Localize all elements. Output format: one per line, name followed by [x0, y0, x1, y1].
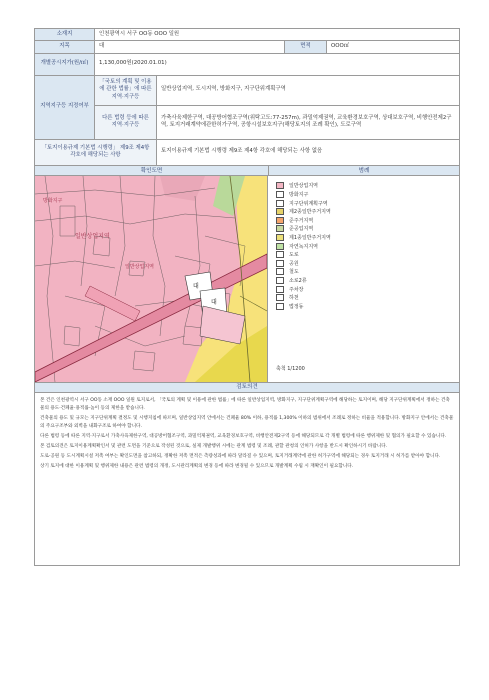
lot-value: 대 [95, 41, 285, 53]
legend [268, 176, 459, 382]
legend-swatch [276, 200, 284, 207]
legend-item [276, 182, 459, 191]
legend-item [276, 207, 459, 216]
legend-label: 주차장 [289, 286, 304, 293]
legend-item [276, 225, 459, 234]
zoning-row2-value: 가축사육제한구역, 대공방어협조구역(위탁고도:77-257m), 과밀억제권역, 교육환경보호구역, 상대보호구역, 비행안전제2구역, 토지거래계약에관한허가구역, 공항시설보호지구(해당토지의 조례 확인), 도로구역 [157, 105, 460, 139]
legend-swatch [276, 217, 284, 224]
map-section-header [34, 166, 460, 176]
legend-label: 자연녹지지역 [289, 243, 318, 250]
legend-label: 지구단위계획구역 [289, 200, 328, 207]
legend-swatch [276, 268, 284, 275]
map-label-e: 대 [193, 282, 199, 290]
legend-swatch [276, 303, 284, 310]
opinion-paragraph: 상기 토지에 대한 이용계획 및 행위제한 내용은 관련 법령의 개정, 도시관리계획의 변경 등에 따라 변경될 수 있으므로 개발계획 수립 시 재확인이 필요합니다. [40, 463, 354, 469]
legend-swatch [276, 208, 284, 215]
legend-item [276, 242, 459, 251]
legend-item [276, 302, 459, 311]
legend-label: 철도 [289, 269, 299, 276]
legend-label: 방화지구 [289, 191, 309, 198]
map-label-d: 대 [211, 298, 217, 306]
zoning-group-label: 지역지구등 지정여부 [35, 75, 95, 139]
opinion-body [34, 393, 460, 566]
district-value: 1,130,000원(2020.01.01) [95, 53, 460, 75]
zoning-row3-value: 토지이용규제 기본법 시행령 제9조 제4항 각호에 해당되는 사항 없음 [157, 139, 460, 165]
legend-swatch [276, 234, 284, 241]
legend-item [276, 276, 459, 285]
legend-label: 제2종일반주거지역 [289, 209, 331, 216]
map-label-c: 방화지구 [43, 197, 63, 204]
legend-item [276, 190, 459, 199]
legend-swatch [276, 260, 284, 267]
legend-swatch [276, 191, 284, 198]
zoning-map-svg [35, 176, 267, 382]
legend-label: 준주거지역 [289, 217, 314, 224]
opinion-paragraph: 본 검토의견은 토지이용계획확인서 및 관련 도면을 기준으로 작성된 것으로, 실제 개발행위 시에는 관계 법령 및 조례, 관할 관청의 인허가 사항을 반드시 확인하시기 바랍니다. [40, 443, 388, 449]
legend-swatch [276, 277, 284, 284]
zoning-map [35, 176, 268, 382]
map-title: 확인도면 [35, 166, 269, 175]
legend-item [276, 293, 459, 302]
legend-item [276, 199, 459, 208]
zoning-row3-label: 「토지이용규제 기본법 시행령」 제9조 제4항 각호에 해당되는 사항 [35, 139, 157, 165]
district-label: 개별공시지가(원/㎡) [35, 53, 95, 75]
legend-item [276, 285, 459, 294]
map-label-a: 일반상업지역 [75, 232, 110, 240]
legend-swatch [276, 251, 284, 258]
opinion-title: 검토의견 [34, 383, 460, 393]
location-value: 인천광역시 서구 OO동 OOO 일원 [95, 29, 460, 41]
lot-label: 지목 [35, 41, 95, 53]
legend-label: 준공업지역 [289, 226, 314, 233]
zoning-row1-label: 「국토의 계획 및 이용에 관한 법률」에 따른 지역·지구등 [95, 75, 157, 105]
legend-item [276, 233, 459, 242]
zoning-row2-label: 다른 법령 등에 따른 지역·지구등 [95, 105, 157, 139]
legend-title: 범례 [358, 168, 370, 175]
area-value: OOO㎡ [327, 41, 460, 53]
legend-label: 제1종일반주거지역 [289, 234, 331, 241]
legend-swatch [276, 182, 284, 189]
legend-label: 도로 [289, 252, 299, 259]
legend-label: 소로2류 [289, 277, 307, 284]
legend-item [276, 259, 459, 268]
opinion-paragraph: 본 건은 인천광역시 서구 OO동 소재 OOO 일원 토지로서, 「국토의 계획 및 이용에 관한 법률」에 따른 일반상업지역, 방화지구, 지구단위계획구역에 해당하는 토지이며, 해당 지구단위계획에서 정하는 건축물의 용도·건폐율·용적률·높이 등의 제한을 받습니다. [40, 397, 450, 411]
map-scale: 축척 1/1200 [276, 365, 305, 372]
legend-item [276, 250, 459, 259]
legend-list [276, 182, 459, 311]
opinion-paragraph: 도로·공원 등 도시계획시설 저촉 여부는 확인도면을 참고하되, 정확한 저촉 면적은 측량성과에 따라 달라질 수 있으며, 토지거래계약에 관한 허가구역에 해당되는 경우 토지거래 시 허가를 받아야 합니다. [40, 453, 441, 459]
legend-swatch [276, 225, 284, 232]
zoning-row1-value: 일반상업지역, 도시지역, 방화지구, 지구단위계획구역 [157, 75, 460, 105]
area-label: 면적 [285, 41, 327, 53]
legend-label: 법정동 [289, 303, 304, 310]
legend-label: 공원 [289, 260, 299, 267]
legend-swatch [276, 243, 284, 250]
map-label-b: 일반상업지역 [125, 263, 154, 270]
legend-label: 일반상업지역 [289, 183, 318, 190]
legend-item [276, 216, 459, 225]
legend-item [276, 268, 459, 277]
legend-swatch [276, 294, 284, 301]
map-row [34, 176, 460, 383]
opinion-paragraph: 다른 법령 등에 따른 지역·지구로서 가축사육제한구역, 대공방어협조구역, 과밀억제권역, 교육환경보호구역, 비행안전제2구역 등에 해당되므로 각 개별 법령에 따른 행위제한 및 협의가 필요할 수 있습니다. [40, 433, 447, 439]
legend-label: 하천 [289, 295, 299, 302]
info-table [34, 28, 460, 166]
legend-swatch [276, 286, 284, 293]
location-label: 소재지 [35, 29, 95, 41]
opinion-paragraph: 건축물의 용도 및 규모는 지구단위계획 결정도 및 시행지침에 따르며, 일반상업지역 안에서는 건폐율 80% 이하, 용적률 1,300% 이하의 범위에서 조례로 정하는 비율을 적용합니다. 방화지구 안에서는 건축물의 주요구조부와 외벽을 내화구조로 하여야 합니다. [40, 415, 454, 429]
land-use-document [34, 28, 460, 566]
